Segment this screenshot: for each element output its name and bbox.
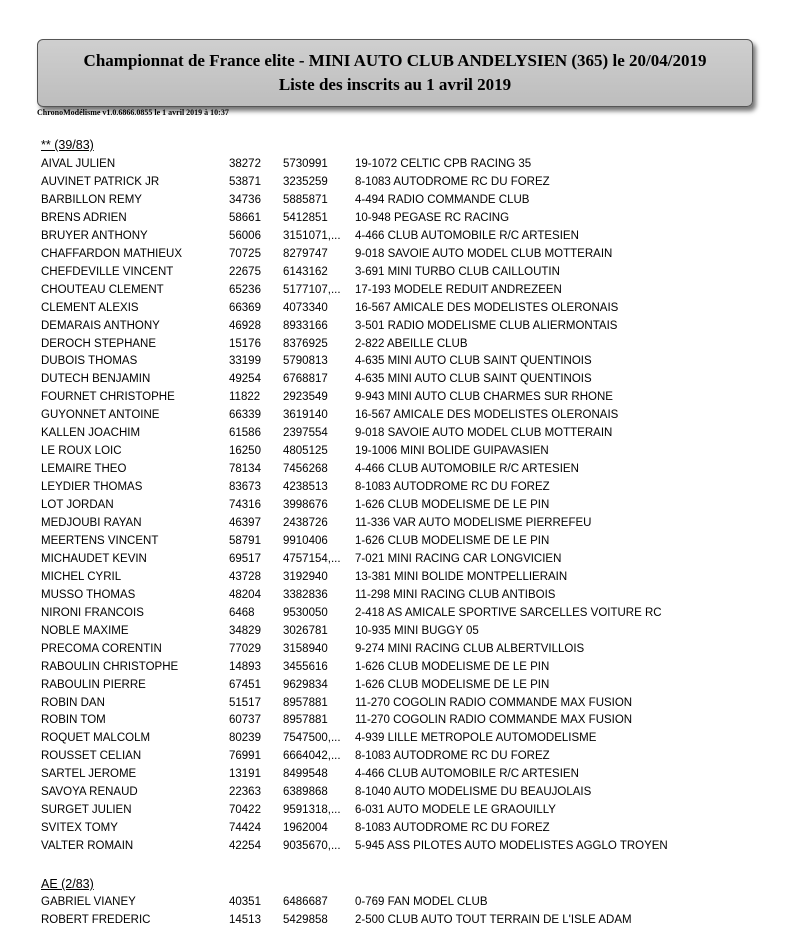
table-row: [0, 622, 793, 640]
licence-number: 6468: [229, 606, 255, 619]
entrant-name: ROQUET MALCOLM: [41, 732, 151, 745]
entrant-name: NIRONI FRANCOIS: [41, 606, 144, 619]
licence-number: 40351: [229, 896, 261, 908]
club-name: 17-193 MODELE REDUIT ANDREZEEN: [355, 283, 562, 296]
club-name: 11-336 VAR AUTO MODELISME PIERREFEU: [355, 517, 592, 529]
transponder-number: 8933166: [283, 319, 328, 332]
club-name: 5-945 ASS PILOTES AUTO MODELISTES AGGLO TROYEN: [355, 840, 668, 853]
entrant-name: LEYDIER THOMAS: [41, 481, 143, 494]
transponder-number: 3151071,...: [283, 229, 341, 242]
licence-number: 53871: [229, 175, 261, 188]
transponder-number: 2438726: [283, 517, 328, 529]
entrant-name: BRENS ADRIEN: [41, 211, 127, 224]
transponder-number: 5730991: [283, 158, 328, 170]
table-row: [0, 586, 793, 604]
transponder-number: 9591318,...: [283, 804, 341, 817]
licence-number: 78134: [229, 463, 261, 476]
entrant-name: SAVOYA RENAUD: [41, 786, 138, 799]
table-row: [0, 765, 793, 783]
page-subtitle: Liste des inscrits au 1 avril 2019: [278, 75, 512, 94]
club-name: 13-381 MINI BOLIDE MONTPELLIERAIN: [355, 570, 568, 583]
club-name: 11-270 COGOLIN RADIO COMMANDE MAX FUSION: [355, 696, 633, 709]
header-box: [37, 39, 753, 107]
table-row: [0, 496, 793, 514]
club-name: 2-500 CLUB AUTO TOUT TERRAIN DE L'ISLE ADAM: [355, 913, 632, 926]
section-title: ** (39/83): [41, 138, 94, 152]
licence-number: 69517: [229, 552, 261, 565]
table-row: [0, 191, 793, 209]
entrant-name: ROBERT FREDERIC: [41, 913, 151, 926]
licence-number: 70725: [229, 247, 261, 260]
table-row: [0, 604, 793, 622]
entrant-name: PRECOMA CORENTIN: [41, 642, 162, 655]
transponder-number: 3192940: [283, 570, 328, 583]
club-name: 8-1083 AUTODROME RC DU FOREZ: [355, 750, 550, 763]
licence-number: 76991: [229, 750, 261, 763]
licence-number: 74316: [229, 499, 261, 512]
licence-number: 58661: [229, 211, 261, 224]
entrant-name: MUSSO THOMAS: [41, 588, 136, 601]
transponder-number: 4805125: [283, 445, 328, 458]
entrant-name: ROUSSET CELIAN: [41, 750, 142, 763]
transponder-number: 6143162: [283, 265, 328, 278]
entrant-name: SURGET JULIEN: [41, 804, 132, 817]
section-title: AE (2/83): [41, 877, 94, 891]
club-name: 1-626 CLUB MODELISME DE LE PIN: [355, 660, 550, 673]
club-name: 10-948 PEGASE RC RACING: [355, 211, 510, 224]
table-row: [0, 711, 793, 729]
licence-number: 61586: [229, 427, 261, 440]
table-row: [0, 209, 793, 227]
club-name: 9-018 SAVOIE AUTO MODEL CLUB MOTTERAIN: [355, 247, 613, 260]
entrant-name: LEMAIRE THEO: [41, 463, 127, 476]
entrant-name: FOURNET CHRISTOPHE: [41, 391, 175, 404]
entrant-name: AIVAL JULIEN: [41, 158, 116, 170]
entrant-name: BRUYER ANTHONY: [41, 229, 148, 242]
entrant-name: LOT JORDAN: [41, 499, 114, 512]
transponder-number: 6486687: [283, 896, 328, 908]
transponder-number: 7456268: [283, 463, 328, 476]
club-name: 4-635 MINI AUTO CLUB SAINT QUENTINOIS: [355, 355, 592, 368]
entrant-name: CHAFFARDON MATHIEUX: [41, 247, 182, 260]
club-name: 10-935 MINI BUGGY 05: [355, 624, 479, 637]
entrant-name: DEMARAIS ANTHONY: [41, 319, 160, 332]
table-row: [0, 155, 793, 173]
licence-number: 66339: [229, 409, 261, 422]
entrant-name: LE ROUX LOIC: [41, 445, 122, 458]
club-name: 8-1083 AUTODROME RC DU FOREZ: [355, 175, 550, 188]
licence-number: 66369: [229, 301, 261, 314]
club-name: 11-270 COGOLIN RADIO COMMANDE MAX FUSION: [355, 714, 633, 727]
table-row: [0, 388, 793, 406]
transponder-number: 3619140: [283, 409, 328, 422]
entrant-name: KALLEN JOACHIM: [41, 427, 141, 440]
licence-number: 51517: [229, 696, 261, 709]
licence-number: 33199: [229, 355, 261, 368]
table-row: [0, 911, 793, 929]
licence-number: 48204: [229, 588, 261, 601]
transponder-number: 3158940: [283, 642, 328, 655]
entrant-name: VALTER ROMAIN: [41, 840, 134, 853]
entrant-name: MEERTENS VINCENT: [41, 534, 159, 547]
table-row: [0, 370, 793, 388]
transponder-number: 5429858: [283, 913, 328, 926]
software-stamp: ChronoModélisme v1.0.6866.0855 le 1 avril 2019 à 10:37: [37, 108, 229, 117]
licence-number: 34829: [229, 624, 261, 637]
transponder-number: 8499548: [283, 768, 328, 781]
entrant-name: ROBIN TOM: [41, 714, 106, 727]
club-name: 4-494 RADIO COMMANDE CLUB: [355, 193, 530, 206]
licence-number: 77029: [229, 642, 261, 655]
table-row: [0, 227, 793, 245]
table-row: [0, 783, 793, 801]
club-name: 9-943 MINI AUTO CLUB CHARMES SUR RHONE: [355, 391, 613, 404]
club-name: 2-418 AS AMICALE SPORTIVE SARCELLES VOITURE RC: [355, 606, 662, 619]
entrant-name: MICHAUDET KEVIN: [41, 552, 147, 565]
club-name: 7-021 MINI RACING CAR LONGVICIEN: [355, 552, 562, 565]
table-row: [0, 263, 793, 281]
transponder-number: 2397554: [283, 427, 328, 440]
table-row: [0, 442, 793, 460]
table-row: [0, 550, 793, 568]
table-row: [0, 893, 793, 911]
entrant-name: DUBOIS THOMAS: [41, 355, 138, 368]
entrant-name: RABOULIN PIERRE: [41, 678, 146, 691]
entrant-name: NOBLE MAXIME: [41, 624, 129, 637]
club-name: 4-466 CLUB AUTOMOBILE R/C ARTESIEN: [355, 463, 579, 476]
transponder-number: 5790813: [283, 355, 328, 368]
table-row: [0, 694, 793, 712]
entrant-name: SVITEX TOMY: [41, 822, 118, 835]
entrant-name: MEDJOUBI RAYAN: [41, 517, 142, 529]
table-row: [0, 819, 793, 837]
club-name: 4-635 MINI AUTO CLUB SAINT QUENTINOIS: [355, 373, 592, 386]
table-row: [0, 478, 793, 496]
transponder-number: 9629834: [283, 678, 328, 691]
transponder-number: 5412851: [283, 211, 328, 224]
club-name: 3-691 MINI TURBO CLUB CAILLOUTIN: [355, 265, 560, 278]
transponder-number: 9035670,...: [283, 840, 341, 853]
club-name: 4-939 LILLE METROPOLE AUTOMODELISME: [355, 732, 597, 745]
entrant-name: BARBILLON REMY: [41, 193, 142, 206]
transponder-number: 5885871: [283, 193, 328, 206]
licence-number: 43728: [229, 570, 261, 583]
licence-number: 70422: [229, 804, 261, 817]
table-row: [0, 514, 793, 532]
entrant-name: ROBIN DAN: [41, 696, 105, 709]
club-name: 16-567 AMICALE DES MODELISTES OLERONAIS: [355, 301, 619, 314]
transponder-number: 6389868: [283, 786, 328, 799]
entrant-name: DEROCH STEPHANE: [41, 337, 157, 350]
transponder-number: 6664042,...: [283, 750, 341, 763]
table-row: [0, 729, 793, 747]
club-name: 11-298 MINI RACING CLUB ANTIBOIS: [355, 588, 556, 601]
club-name: 0-769 FAN MODEL CLUB: [355, 896, 488, 908]
table-row: [0, 281, 793, 299]
licence-number: 38272: [229, 158, 261, 170]
licence-number: 11822: [229, 391, 261, 404]
club-name: 8-1040 AUTO MODELISME DU BEAUJOLAIS: [355, 786, 592, 799]
table-row: [0, 245, 793, 263]
club-name: 6-031 AUTO MODELE LE GRAOUILLY: [355, 804, 556, 817]
table-row: [0, 299, 793, 317]
licence-number: 67451: [229, 678, 261, 691]
transponder-number: 5177107,...: [283, 283, 341, 296]
club-name: 8-1083 AUTODROME RC DU FOREZ: [355, 822, 550, 835]
entrant-name: MICHEL CYRIL: [41, 570, 122, 583]
club-name: 3-501 RADIO MODELISME CLUB ALIERMONTAIS: [355, 319, 618, 332]
table-row: [0, 747, 793, 765]
club-name: 19-1006 MINI BOLIDE GUIPAVASIEN: [355, 445, 549, 458]
table-row: [0, 837, 793, 855]
licence-number: 46397: [229, 517, 261, 529]
licence-number: 15176: [229, 337, 261, 350]
club-name: 4-466 CLUB AUTOMOBILE R/C ARTESIEN: [355, 229, 579, 242]
table-row: [0, 640, 793, 658]
table-row: [0, 317, 793, 335]
transponder-number: 4238513: [283, 481, 328, 494]
entrant-name: SARTEL JEROME: [41, 768, 137, 781]
transponder-number: 8957881: [283, 696, 328, 709]
transponder-number: 4757154,...: [283, 552, 341, 565]
table-row: [0, 424, 793, 442]
club-name: 2-822 ABEILLE CLUB: [355, 337, 468, 350]
licence-number: 56006: [229, 229, 261, 242]
licence-number: 14893: [229, 660, 261, 673]
entrant-name: CHEFDEVILLE VINCENT: [41, 265, 174, 278]
page-title: Championnat de France elite - MINI AUTO CLUB ANDELYSIEN (365) le 20/04/2019: [83, 51, 707, 70]
entrant-name: RABOULIN CHRISTOPHE: [41, 660, 179, 673]
transponder-number: 3455616: [283, 660, 328, 673]
licence-number: 16250: [229, 445, 261, 458]
transponder-number: 8376925: [283, 337, 328, 350]
entrant-name: GABRIEL VIANEY: [41, 896, 136, 908]
licence-number: 42254: [229, 840, 261, 853]
club-name: 1-626 CLUB MODELISME DE LE PIN: [355, 499, 550, 512]
club-name: 4-466 CLUB AUTOMOBILE R/C ARTESIEN: [355, 768, 579, 781]
transponder-number: 9910406: [283, 534, 328, 547]
transponder-number: 8957881: [283, 714, 328, 727]
club-name: 9-274 MINI RACING CLUB ALBERTVILLOIS: [355, 642, 585, 655]
licence-number: 80239: [229, 732, 261, 745]
club-name: 9-018 SAVOIE AUTO MODEL CLUB MOTTERAIN: [355, 427, 613, 440]
transponder-number: 7547500,...: [283, 732, 341, 745]
transponder-number: 3382836: [283, 588, 328, 601]
club-name: 16-567 AMICALE DES MODELISTES OLERONAIS: [355, 409, 619, 422]
table-row: [0, 352, 793, 370]
licence-number: 46928: [229, 319, 261, 332]
transponder-number: 4073340: [283, 301, 328, 314]
table-row: [0, 406, 793, 424]
entrant-name: DUTECH BENJAMIN: [41, 373, 151, 386]
licence-number: 49254: [229, 373, 261, 386]
transponder-number: 3998676: [283, 499, 328, 512]
entrant-name: CHOUTEAU CLEMENT: [41, 283, 164, 296]
transponder-number: 9530050: [283, 606, 328, 619]
table-row: [0, 568, 793, 586]
entrant-name: AUVINET PATRICK JR: [41, 175, 160, 188]
licence-number: 60737: [229, 714, 261, 727]
club-name: 1-626 CLUB MODELISME DE LE PIN: [355, 678, 550, 691]
licence-number: 13191: [229, 768, 261, 781]
licence-number: 22363: [229, 786, 261, 799]
transponder-number: 3026781: [283, 624, 328, 637]
transponder-number: 8279747: [283, 247, 328, 260]
table-row: [0, 532, 793, 550]
club-name: 8-1083 AUTODROME RC DU FOREZ: [355, 481, 550, 494]
table-row: [0, 801, 793, 819]
licence-number: 65236: [229, 283, 261, 296]
licence-number: 22675: [229, 265, 261, 278]
club-name: 1-626 CLUB MODELISME DE LE PIN: [355, 534, 550, 547]
licence-number: 34736: [229, 193, 261, 206]
transponder-number: 6768817: [283, 373, 328, 386]
entrant-name: CLEMENT ALEXIS: [41, 301, 139, 314]
licence-number: 74424: [229, 822, 261, 835]
table-row: [0, 658, 793, 676]
table-row: [0, 460, 793, 478]
licence-number: 58791: [229, 534, 261, 547]
licence-number: 14513: [229, 913, 261, 926]
entrant-name: GUYONNET ANTOINE: [41, 409, 160, 422]
club-name: 19-1072 CELTIC CPB RACING 35: [355, 158, 532, 170]
transponder-number: 1962004: [283, 822, 328, 835]
transponder-number: 3235259: [283, 175, 328, 188]
table-row: [0, 335, 793, 353]
licence-number: 83673: [229, 481, 261, 494]
table-row: [0, 676, 793, 694]
table-row: [0, 173, 793, 191]
transponder-number: 2923549: [283, 391, 328, 404]
